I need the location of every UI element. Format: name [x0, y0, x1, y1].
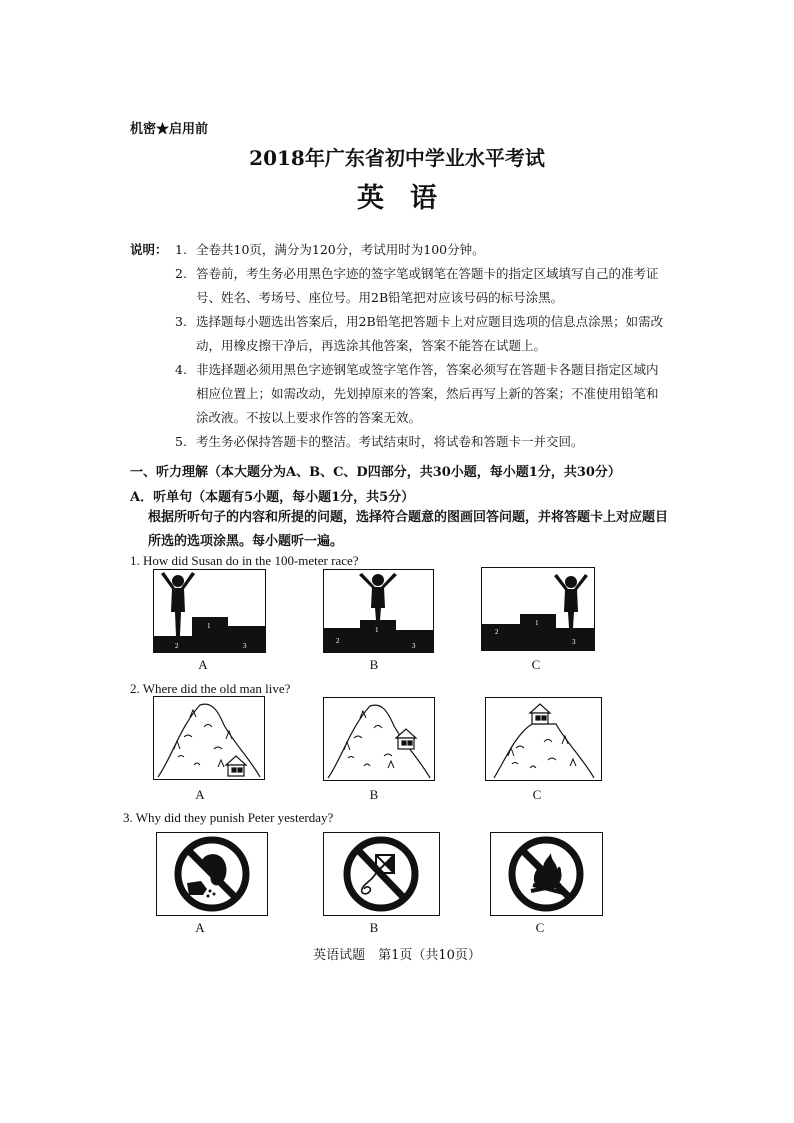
instruction-number: 1. [175, 242, 187, 257]
q3-option-c-image[interactable] [490, 832, 603, 916]
instruction-number: 3. [175, 314, 187, 329]
q1-option-b-image[interactable] [323, 569, 434, 653]
svg-text:3: 3 [243, 642, 247, 650]
q2-option-b-image[interactable] [323, 697, 435, 781]
instruction-item [175, 310, 665, 358]
instructions-list [175, 238, 665, 454]
instruction-number: 4. [175, 362, 187, 377]
confidential-mark: 机密★启用前 [130, 122, 209, 137]
exam-title: 2018年广东省初中学业水平考试 [249, 146, 545, 170]
svg-text:1: 1 [207, 622, 211, 630]
mountain-house-icon [154, 697, 264, 779]
instruction-text: 考生务必保持答题卡的整洁。考试结束时，将试卷和答题卡一并交回。 [196, 434, 584, 449]
no-campfire-sign-icon [491, 833, 602, 915]
q2-option-c-image[interactable] [485, 697, 602, 781]
podium-icon [324, 570, 433, 652]
q1-option-a-image[interactable] [153, 569, 266, 653]
part-a-instruction: 根据所听句子的内容和所提的问题，选择符合题意的图画回答问题，并将答题卡上对应题目所选的选项涂黑。每小题听一遍。 [148, 510, 669, 549]
svg-text:1: 1 [375, 626, 379, 634]
podium-icon [154, 570, 265, 652]
instruction-item [175, 430, 665, 454]
q2-option-a-label: A [195, 787, 205, 802]
q2-option-c-label: C [532, 787, 542, 802]
no-kite-flying-sign-icon [324, 833, 439, 915]
svg-text:2: 2 [495, 628, 499, 636]
q2-option-a-image[interactable] [153, 696, 265, 780]
instruction-item [175, 238, 665, 262]
svg-text:3: 3 [572, 638, 576, 646]
q1-option-c-image[interactable] [481, 567, 595, 651]
page-footer: 英语试题 第1页（共10页） [313, 948, 481, 963]
exam-subject: 英语 [357, 183, 463, 214]
question-2-text: 2. Where did the old man live? [130, 681, 291, 696]
svg-text:3: 3 [412, 642, 416, 650]
instruction-item [175, 262, 665, 310]
mountain-house-icon [486, 698, 601, 780]
podium-icon [482, 568, 594, 650]
q3-option-b-image[interactable] [323, 832, 440, 916]
instruction-text: 全卷共10页，满分为120分，考试用时为100分钟。 [196, 242, 485, 257]
svg-text:2: 2 [336, 637, 340, 645]
instruction-text: 非选择题必须用黑色字迹钢笔或签字笔作答，答案必须写在答题卡各题目指定区域内相应位置上；如需改动，先划掉原来的答案，然后再写上新的答案；不准使用铅笔和涂改液。不按以上要求作答的答案无效。 [196, 362, 659, 425]
question-1-text: 1. How did Susan do in the 100-meter race? [130, 553, 359, 568]
part-a-heading: A．听单句（本题有5小题，每小题1分，共5分） [130, 490, 415, 505]
question-3-text: 3. Why did they punish Peter yesterday? [123, 810, 334, 825]
no-feeding-animals-sign-icon [157, 833, 267, 915]
instruction-item [175, 358, 665, 430]
instructions-label: 说明： [130, 242, 168, 257]
q2-option-b-label: B [369, 787, 379, 802]
instruction-text: 答卷前，考生务必用黑色字迹的签字笔或钢笔在答题卡的指定区域填写自己的准考证号、姓名、考场号、座位号。用2B铅笔把对应该号码的标号涂黑。 [196, 266, 659, 305]
q1-option-c-label: C [531, 657, 541, 672]
svg-text:1: 1 [535, 619, 539, 627]
section-heading-listening: 一、听力理解（本大题分为A、B、C、D四部分，共30小题，每小题1分，共30分） [130, 465, 621, 480]
instruction-number: 5. [175, 434, 187, 449]
q3-option-a-image[interactable] [156, 832, 268, 916]
q3-option-a-label: A [195, 920, 205, 935]
mountain-house-icon [324, 698, 434, 780]
q1-option-a-label: A [198, 657, 208, 672]
q3-option-b-label: B [369, 920, 379, 935]
instruction-number: 2. [175, 266, 187, 281]
q1-option-b-label: B [369, 657, 379, 672]
svg-text:2: 2 [175, 642, 179, 650]
q3-option-c-label: C [535, 920, 545, 935]
instruction-text: 选择题每小题选出答案后，用2B铅笔把答题卡上对应题目选项的信息点涂黑；如需改动，用橡皮擦干净后，再选涂其他答案，答案不能答在试题上。 [196, 314, 664, 353]
